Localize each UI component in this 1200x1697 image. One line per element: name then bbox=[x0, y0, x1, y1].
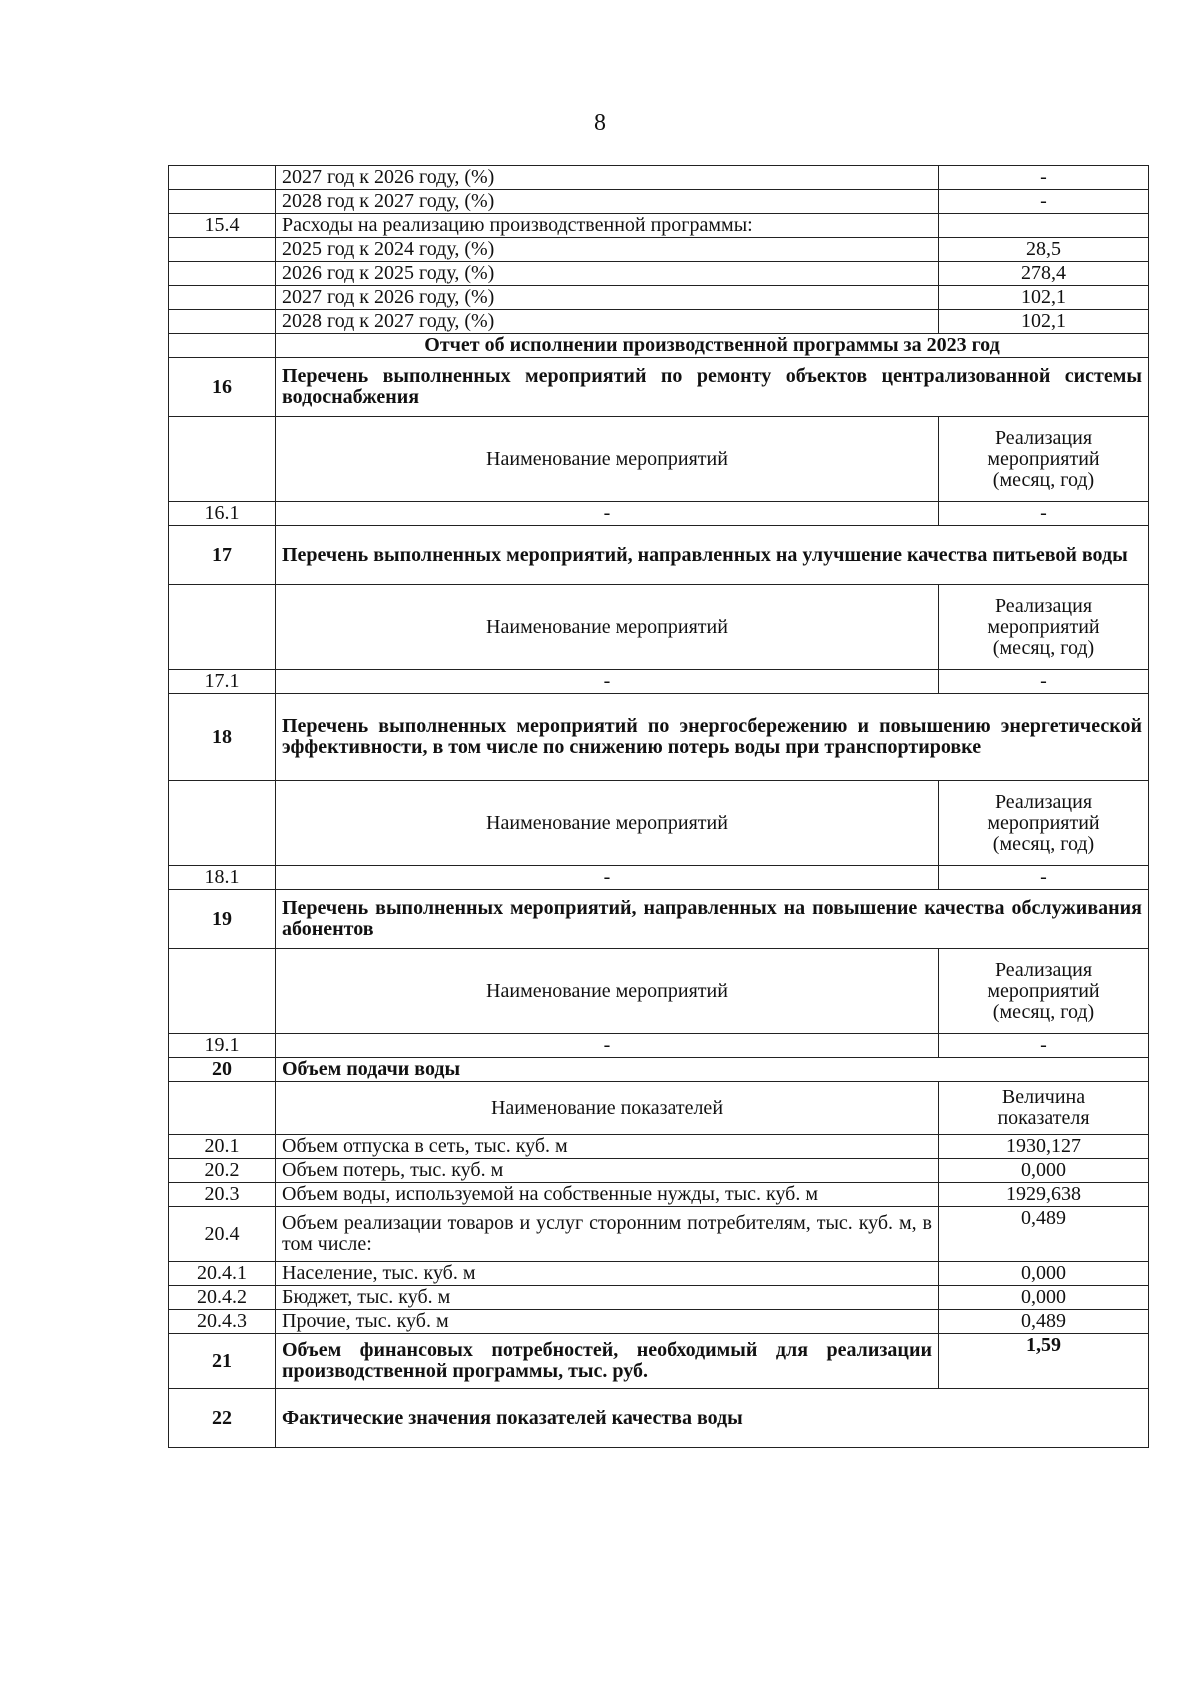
table-row bbox=[169, 166, 1149, 190]
row-value: - bbox=[939, 866, 1149, 890]
header-line: (месяц, год) bbox=[992, 1000, 1095, 1023]
section-number: 17 bbox=[169, 526, 276, 585]
row-number: 20.4.1 bbox=[169, 1262, 276, 1286]
header-line: (месяц, год) bbox=[992, 636, 1095, 659]
header-line: мероприятий bbox=[987, 811, 1100, 834]
row-number bbox=[169, 417, 276, 502]
row-name: - bbox=[276, 670, 939, 694]
row-number: 20.1 bbox=[169, 1135, 276, 1159]
header-line: Реализация bbox=[994, 426, 1093, 449]
table-row bbox=[169, 585, 1149, 670]
program-table bbox=[168, 165, 1149, 1448]
row-name: Объем отпуска в сеть, тыс. куб. м bbox=[276, 1135, 939, 1159]
table-row bbox=[169, 694, 1149, 781]
row-number bbox=[169, 949, 276, 1034]
row-number: 20.4.2 bbox=[169, 1286, 276, 1310]
column-header-value bbox=[939, 1082, 1149, 1135]
row-value: - bbox=[939, 1034, 1149, 1058]
section-number: 19 bbox=[169, 890, 276, 949]
table-row bbox=[169, 262, 1149, 286]
table-row bbox=[169, 670, 1149, 694]
table-row bbox=[169, 1135, 1149, 1159]
column-header-value bbox=[939, 417, 1149, 502]
table-row bbox=[169, 1183, 1149, 1207]
row-value: 278,4 bbox=[939, 262, 1149, 286]
row-name: Бюджет, тыс. куб. м bbox=[276, 1286, 939, 1310]
row-name: Прочие, тыс. куб. м bbox=[276, 1310, 939, 1334]
header-line: Реализация bbox=[994, 594, 1093, 617]
row-number bbox=[169, 585, 276, 670]
row-number: 16.1 bbox=[169, 502, 276, 526]
table-body bbox=[169, 166, 1149, 1448]
table-row bbox=[169, 1207, 1149, 1262]
row-name: 2027 год к 2026 году, (%) bbox=[276, 166, 939, 190]
section-heading: Перечень выполненных мероприятий по энергосбережению и повышению энергетической эффективности, в том числе по снижению потерь воды при транспортировке bbox=[276, 694, 1149, 781]
row-value: 102,1 bbox=[939, 310, 1149, 334]
row-name: Объем финансовых потребностей, необходимый для реализации производственной программы, тыс. руб. bbox=[276, 1334, 939, 1389]
row-number: 20.3 bbox=[169, 1183, 276, 1207]
row-number bbox=[169, 310, 276, 334]
row-value: 0,489 bbox=[939, 1310, 1149, 1334]
table-row bbox=[169, 417, 1149, 502]
table-row bbox=[169, 866, 1149, 890]
header-line: Величина bbox=[1001, 1086, 1086, 1108]
row-number bbox=[169, 262, 276, 286]
row-value bbox=[939, 214, 1149, 238]
row-value: 28,5 bbox=[939, 238, 1149, 262]
header-line: мероприятий bbox=[987, 615, 1100, 638]
row-number: 18.1 bbox=[169, 866, 276, 890]
table-row bbox=[169, 1159, 1149, 1183]
table-row bbox=[169, 358, 1149, 417]
column-header-name: Наименование мероприятий bbox=[276, 949, 939, 1034]
header-line: показателя bbox=[997, 1107, 1090, 1129]
header-line: мероприятий bbox=[987, 447, 1100, 470]
section-title: Отчет об исполнении производственной программы за 2023 год bbox=[276, 334, 1149, 358]
row-value: 1929,638 bbox=[939, 1183, 1149, 1207]
header-line: (месяц, год) bbox=[992, 832, 1095, 855]
page-number: 8 bbox=[594, 110, 606, 136]
section-number: 18 bbox=[169, 694, 276, 781]
row-value: 0,000 bbox=[939, 1159, 1149, 1183]
row-name: Расходы на реализацию производственной программы: bbox=[276, 214, 939, 238]
section-heading: Перечень выполненных мероприятий по ремонту объектов централизованной системы водоснабжения bbox=[276, 358, 1149, 417]
row-number bbox=[169, 286, 276, 310]
column-header-value bbox=[939, 781, 1149, 866]
row-number bbox=[169, 190, 276, 214]
row-name: Объем реализации товаров и услуг сторонним потребителям, тыс. куб. м, в том числе: bbox=[276, 1207, 939, 1262]
section-heading: Перечень выполненных мероприятий, направленных на повышение качества обслуживания абонентов bbox=[276, 890, 1149, 949]
row-value: - bbox=[939, 166, 1149, 190]
header-line: Реализация bbox=[994, 958, 1093, 981]
column-header-value bbox=[939, 949, 1149, 1034]
row-number: 21 bbox=[169, 1334, 276, 1389]
table-row bbox=[169, 1082, 1149, 1135]
section-heading: Фактические значения показателей качества воды bbox=[276, 1389, 1149, 1448]
row-name: 2027 год к 2026 году, (%) bbox=[276, 286, 939, 310]
table-row bbox=[169, 1262, 1149, 1286]
table-row bbox=[169, 286, 1149, 310]
section-number: 22 bbox=[169, 1389, 276, 1448]
row-value: 1,59 bbox=[939, 1334, 1149, 1389]
table-row bbox=[169, 890, 1149, 949]
row-name: 2028 год к 2027 году, (%) bbox=[276, 190, 939, 214]
section-number: 20 bbox=[169, 1058, 276, 1082]
row-name: 2028 год к 2027 году, (%) bbox=[276, 310, 939, 334]
row-name: - bbox=[276, 866, 939, 890]
column-header-name: Наименование показателей bbox=[276, 1082, 939, 1135]
table-row bbox=[169, 190, 1149, 214]
section-heading: Перечень выполненных мероприятий, направленных на улучшение качества питьевой воды bbox=[276, 526, 1149, 585]
table-row bbox=[169, 949, 1149, 1034]
table-row bbox=[169, 1286, 1149, 1310]
row-name: 2025 год к 2024 году, (%) bbox=[276, 238, 939, 262]
header-line: (месяц, год) bbox=[992, 468, 1095, 491]
row-name: Население, тыс. куб. м bbox=[276, 1262, 939, 1286]
row-value: 0,489 bbox=[939, 1207, 1149, 1262]
row-number: 19.1 bbox=[169, 1034, 276, 1058]
row-number: 15.4 bbox=[169, 214, 276, 238]
table-row bbox=[169, 1310, 1149, 1334]
column-header-name: Наименование мероприятий bbox=[276, 585, 939, 670]
row-number bbox=[169, 334, 276, 358]
row-value: 0,000 bbox=[939, 1286, 1149, 1310]
column-header-name: Наименование мероприятий bbox=[276, 417, 939, 502]
row-name: 2026 год к 2025 году, (%) bbox=[276, 262, 939, 286]
header-line: Реализация bbox=[994, 790, 1093, 813]
table-row bbox=[169, 334, 1149, 358]
row-value: - bbox=[939, 502, 1149, 526]
table-row bbox=[169, 502, 1149, 526]
row-number: 17.1 bbox=[169, 670, 276, 694]
column-header-value bbox=[939, 585, 1149, 670]
table-row bbox=[169, 781, 1149, 866]
table-row bbox=[169, 214, 1149, 238]
section-number: 16 bbox=[169, 358, 276, 417]
row-number bbox=[169, 781, 276, 866]
table-row bbox=[169, 526, 1149, 585]
row-name: - bbox=[276, 502, 939, 526]
column-header-name: Наименование мероприятий bbox=[276, 781, 939, 866]
row-number: 20.4 bbox=[169, 1207, 276, 1262]
section-heading: Объем подачи воды bbox=[276, 1058, 1149, 1082]
row-name: Объем потерь, тыс. куб. м bbox=[276, 1159, 939, 1183]
row-number bbox=[169, 166, 276, 190]
table-row bbox=[169, 1034, 1149, 1058]
table-row bbox=[169, 1334, 1149, 1389]
row-number: 20.2 bbox=[169, 1159, 276, 1183]
row-value: 1930,127 bbox=[939, 1135, 1149, 1159]
row-number bbox=[169, 238, 276, 262]
row-number: 20.4.3 bbox=[169, 1310, 276, 1334]
row-value: - bbox=[939, 190, 1149, 214]
header-line: мероприятий bbox=[987, 979, 1100, 1002]
row-value: 102,1 bbox=[939, 286, 1149, 310]
row-name: - bbox=[276, 1034, 939, 1058]
table-row bbox=[169, 238, 1149, 262]
row-number bbox=[169, 1082, 276, 1135]
table-row bbox=[169, 1389, 1149, 1448]
row-value: - bbox=[939, 670, 1149, 694]
table-row bbox=[169, 1058, 1149, 1082]
row-value: 0,000 bbox=[939, 1262, 1149, 1286]
row-name: Объем воды, используемой на собственные нужды, тыс. куб. м bbox=[276, 1183, 939, 1207]
table-row bbox=[169, 310, 1149, 334]
